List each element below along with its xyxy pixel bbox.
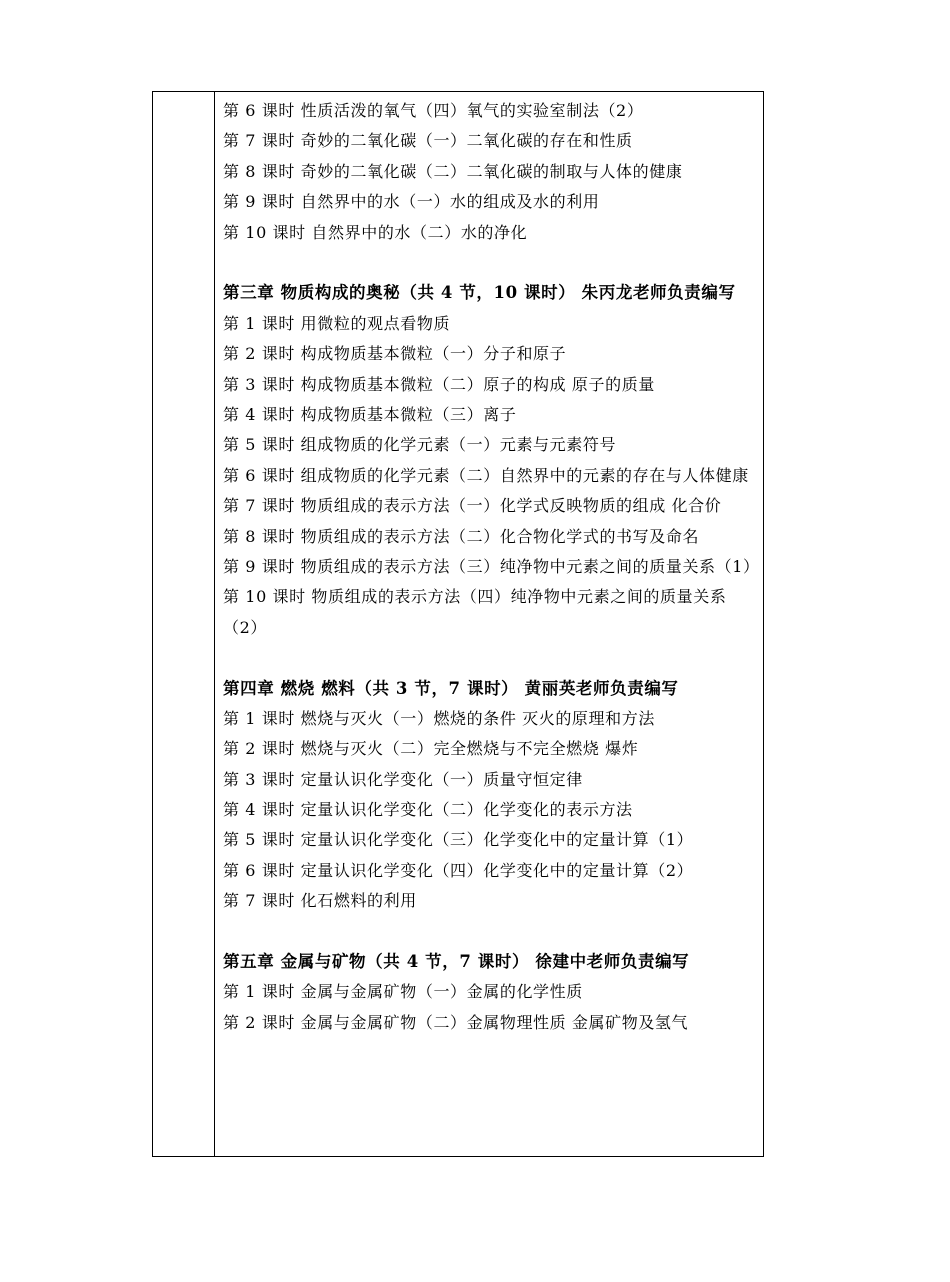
lesson-line: 第 4 课时 定量认识化学变化（二）化学变化的表示方法: [223, 800, 633, 820]
blank-line: [223, 643, 757, 673]
document-table: [152, 91, 764, 1157]
section-chapter-2-continued: [223, 96, 757, 248]
lesson-line: 第 5 课时 定量认识化学变化（三）化学变化中的定量计算（1）: [223, 830, 694, 850]
lesson-line: 第 3 课时 定量认识化学变化（一）质量守恒定律: [223, 769, 583, 789]
lesson-line: 第 2 课时 燃烧与灭火（二）完全燃烧与不完全燃烧 爆炸: [223, 739, 639, 759]
blank-line: [223, 248, 757, 278]
lesson-line: 第 6 课时 组成物质的化学元素（二）自然界中的元素的存在与人体健康: [223, 465, 749, 485]
lesson-line: 第 9 课时 自然界中的水（一）水的组成及水的利用: [223, 192, 600, 212]
lesson-line: 第 10 课时 物质组成的表示方法（四）纯净物中元素之间的质量关系（2）: [223, 587, 727, 637]
lesson-line: 第 7 课时 物质组成的表示方法（一）化学式反映物质的组成 化合价: [223, 496, 722, 516]
lesson-line: 第 10 课时 自然界中的水（二）水的净化: [223, 222, 528, 242]
lesson-line: 第 1 课时 燃烧与灭火（一）燃烧的条件 灭火的原理和方法: [223, 708, 655, 728]
lesson-line: 第 7 课时 化石燃料的利用: [223, 891, 417, 911]
section-chapter-3: [223, 278, 760, 643]
lesson-line: 第 3 课时 构成物质基本微粒（二）原子的构成 原子的质量: [223, 374, 655, 394]
section-chapter-5: [223, 947, 757, 1038]
lesson-line: 第 4 课时 构成物质基本微粒（三）离子: [223, 404, 517, 424]
lesson-line: 第 2 课时 金属与金属矿物（二）金属物理性质 金属矿物及氢气: [223, 1012, 689, 1032]
lesson-line: 第 9 课时 物质组成的表示方法（三）纯净物中元素之间的质量关系（1）: [223, 556, 760, 576]
section-chapter-4: [223, 674, 757, 917]
lesson-line: 第 2 课时 构成物质基本微粒（一）分子和原子: [223, 344, 567, 364]
lesson-line: 第 8 课时 奇妙的二氧化碳（二）二氧化碳的制取与人体的健康: [223, 161, 683, 181]
table-content-cell: [223, 96, 760, 1038]
chapter-heading: 第四章 燃烧 燃料（共 3 节，7 课时） 黄丽英老师负责编写: [223, 678, 679, 698]
lesson-line: 第 5 课时 组成物质的化学元素（一）元素与元素符号: [223, 435, 617, 455]
lesson-line: 第 1 课时 金属与金属矿物（一）金属的化学性质: [223, 982, 583, 1002]
lesson-line: 第 6 课时 定量认识化学变化（四）化学变化中的定量计算（2）: [223, 860, 694, 880]
lesson-line: 第 7 课时 奇妙的二氧化碳（一）二氧化碳的存在和性质: [223, 131, 633, 151]
lesson-line: 第 6 课时 性质活泼的氧气（四）氧气的实验室制法（2）: [223, 101, 644, 120]
chapter-heading: 第三章 物质构成的奥秘（共 4 节，10 课时） 朱丙龙老师负责编写: [223, 283, 736, 303]
table-left-column: [153, 92, 215, 1156]
lesson-line: 第 8 课时 物质组成的表示方法（二）化合物化学式的书写及命名: [223, 526, 700, 546]
lesson-line: 第 1 课时 用微粒的观点看物质: [223, 313, 451, 333]
blank-line: [223, 917, 757, 947]
chapter-heading: 第五章 金属与矿物（共 4 节，7 课时） 徐建中老师负责编写: [223, 952, 690, 972]
